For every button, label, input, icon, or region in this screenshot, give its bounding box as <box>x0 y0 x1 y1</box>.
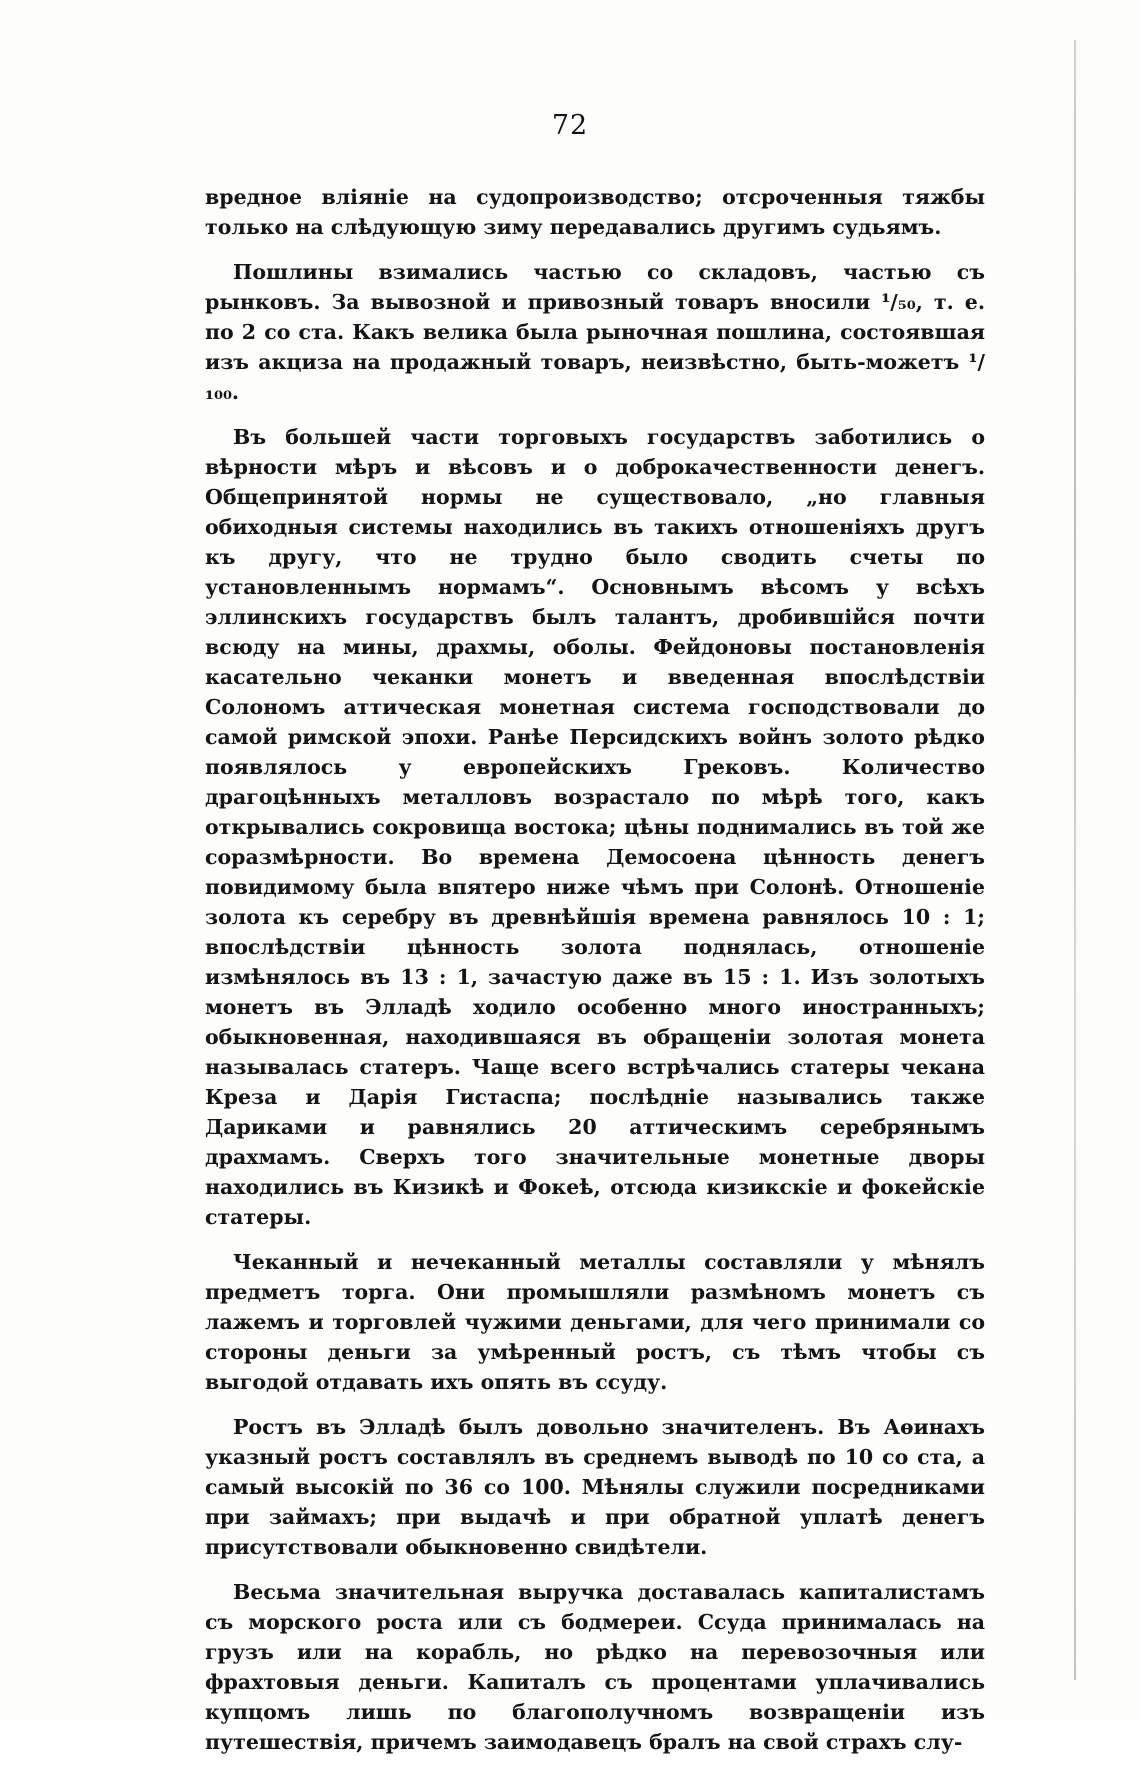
page-edge-line <box>1074 40 1076 1680</box>
paragraph: Ростъ въ Элладѣ былъ довольно значителенъ. Въ Аѳинахъ указный ростъ составлялъ въ среднемъ выводѣ по 10 со ста, а самый высокій по 36 со 100. Мѣнялы служили посредниками при займахъ; при выдачѣ и при обратной уплатѣ денегъ присутствовали обыкновенно свидѣтели. <box>205 1415 985 1559</box>
paragraph: Чеканный и нечеканный металлы составляли у мѣнялъ предметъ торга. Они промышляли размѣномъ монетъ съ лажемъ и торговлей чужими деньгами, для чего принимали со стороны деньги за умѣренный ростъ, съ тѣмъ чтобы съ выгодой отдавать ихъ опять въ ссуду. <box>205 1250 985 1394</box>
paragraph: вредное вліяніе на судопроизводство; отсроченныя тяжбы только на слѣдующую зиму передавались другимъ судьямъ. <box>205 185 985 239</box>
body-text <box>205 182 985 1772</box>
paragraph: Пошлины взимались частью со складовъ, частью съ рынковъ. За вывозной и привозный товаръ вносили ¹/₅₀, т. е. по 2 со ста. Какъ велика была рыночная пошлина, состоявшая изъ акциза на продажный товаръ, неизвѣстно, быть-можетъ ¹/₁₀₀. <box>205 260 985 404</box>
paragraph: Въ большей части торговыхъ государствъ заботились о вѣрности мѣръ и вѣсовъ и о доброкачественности денегъ. Общепринятой нормы не существовало, „но главныя обиходныя системы находились въ такихъ отношеніяхъ другъ къ другу, что не трудно было сводить счеты по установленнымъ нормамъ“. Основнымъ вѣсомъ у всѣхъ эллинскихъ государствъ былъ талантъ, дробившійся почти всюду на мины, драхмы, оболы. Фейдоновы постановленія касательно чеканки монетъ и введенная впослѣдствіи Солономъ аттическая монетная система господствовали до самой римской эпохи. Ранѣе Персидскихъ войнъ золото рѣдко появлялось у европейскихъ Грековъ. Количество драгоцѣнныхъ металловъ возрастало по мѣрѣ того, какъ открывались сокровища востока; цѣны поднимались въ той же соразмѣрности. Во времена Демосоена цѣнность денегъ повидимому была впятеро ниже чѣмъ при Солонѣ. Отношеніе золота къ серебру въ древнѣйшія времена равнялось 10 : 1; впослѣдствіи цѣнность золота поднялась, отношеніе измѣнялось въ 13 : 1, зачастую даже въ 15 : 1. Изъ золотыхъ монетъ въ Элладѣ ходило особенно много иностранныхъ; обыкновенная, находившаяся въ обращеніи золотая монета называлась статеръ. Чаще всего встрѣчались статеры чекана Креза и Дарія Гистаспа; послѣдніе назывались также Дариками и равнялись 20 аттическимъ серебрянымъ драхмамъ. Сверхъ того значительные монетные дворы находились въ Кизикѣ и Фокеѣ, отсюда кизикскіе и фокейскіе статеры. <box>205 425 985 1229</box>
paragraph: Весьма значительная выручка доставалась капиталистамъ съ морского роста или съ бодмереи. Ссуда принималась на грузъ или на корабль, но рѣдко на перевозочныя или фрахтовыя деньги. Капиталъ съ процентами уплачивались купцомъ лишь по благополучномъ возвращеніи изъ путешествія, причемъ заимодавецъ бралъ на свой страхъ слу- <box>205 1580 985 1754</box>
page-number: 72 <box>551 110 589 141</box>
